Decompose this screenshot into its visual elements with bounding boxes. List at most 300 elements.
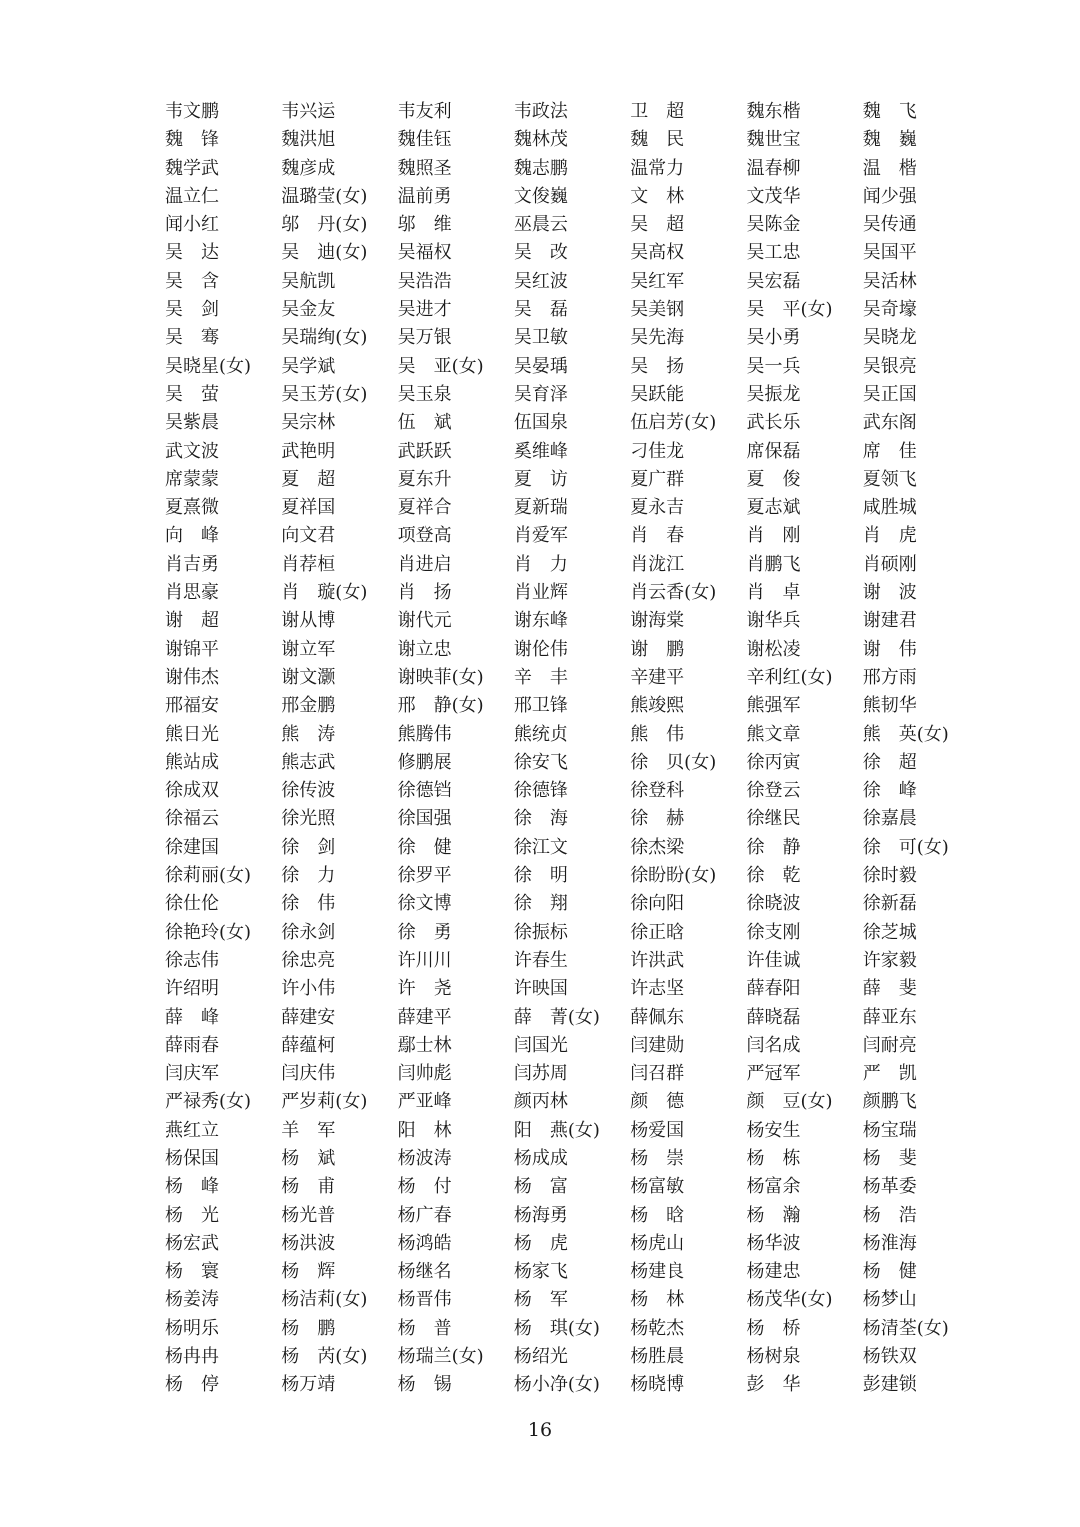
name-entry: 肖吉勇: [165, 553, 219, 575]
name-entry: 徐国强: [397, 808, 452, 830]
name-entry: 杨铁双: [862, 1346, 917, 1368]
name-entry: 夏熹微: [165, 497, 219, 519]
name-entry: 谢立忠: [397, 638, 452, 660]
name-entry: 杨 桥: [746, 1317, 801, 1339]
name-entry: 武跃跃: [397, 440, 452, 462]
name-entry: 许小伟: [281, 978, 336, 1000]
name-entry: 奚维峰: [513, 440, 568, 462]
name-entry: 杨富余: [746, 1176, 801, 1198]
name-entry: 魏洪旭: [281, 129, 336, 151]
name-entry: 杨广春: [397, 1204, 452, 1226]
name-entry: 阳 燕(女): [513, 1119, 600, 1141]
name-entry: 吴红军: [630, 270, 685, 292]
name-entry: 谢立军: [281, 638, 336, 660]
name-entry: 徐向阳: [630, 893, 685, 915]
name-entry: 吴银亮: [862, 355, 917, 377]
name-entry: 徐正晗: [630, 921, 685, 943]
name-entry: 邢方雨: [862, 666, 917, 688]
name-entry: 文俊巍: [513, 185, 568, 207]
name-entry: 杨建忠: [746, 1261, 801, 1283]
name-entry: 刁佳龙: [630, 440, 685, 462]
name-entry: 杨 辉: [281, 1261, 336, 1283]
page-number: 16: [527, 1419, 553, 1441]
name-entry: 薛春阳: [746, 978, 801, 1000]
name-entry: 肖 卓: [746, 582, 801, 604]
name-entry: 彭建锁: [862, 1374, 917, 1396]
name-entry: 杨 晗: [630, 1204, 685, 1226]
name-entry: 闫耐亮: [862, 1034, 917, 1056]
name-entry: 严岁莉(女): [281, 1091, 368, 1113]
name-entry: 谢 超: [165, 610, 219, 632]
name-entry: 熊文章: [746, 723, 801, 745]
name-entry: 谢海棠: [630, 610, 685, 632]
name-entry: 徐成双: [165, 780, 219, 802]
name-entry: 吴传通: [862, 214, 917, 236]
name-entry: 杨 栋: [746, 1147, 801, 1169]
name-entry: 杨清荃(女): [862, 1317, 949, 1339]
name-entry: 许洪武: [630, 949, 685, 971]
name-entry: 许 尧: [397, 978, 452, 1000]
name-entry: 向文君: [281, 525, 336, 547]
name-entry: 薛佩东: [630, 1006, 685, 1028]
name-entry: 夏祥合: [397, 497, 452, 519]
name-entry: 杨海勇: [513, 1204, 568, 1226]
name-entry: 羊 军: [281, 1119, 336, 1141]
name-entry: 杨爱国: [630, 1119, 685, 1141]
name-entry: 薛亚东: [862, 1006, 917, 1028]
name-entry: 吴 改: [513, 242, 568, 264]
name-entry: 熊 英(女): [862, 723, 949, 745]
name-entry: 徐 剑: [281, 836, 336, 858]
name-entry: 徐德锋: [513, 780, 568, 802]
name-entry: 韦友利: [397, 101, 452, 122]
name-entry: 徐罗平: [397, 865, 452, 887]
name-entry: 杨树泉: [746, 1346, 801, 1368]
name-entry: 薛 菁(女): [513, 1006, 600, 1028]
name-entry: 杨 琪(女): [513, 1317, 600, 1339]
name-entry: 谢映菲(女): [397, 666, 484, 688]
name-entry: 杨宝瑞: [862, 1119, 917, 1141]
name-entry: 徐 可(女): [862, 836, 949, 858]
name-entry: 谢 波: [862, 582, 917, 604]
name-entry: 温 楷: [862, 157, 917, 179]
name-entry: 吴晓星(女): [165, 355, 252, 377]
name-entry: 夏志斌: [746, 497, 801, 519]
name-entry: 杨 浩: [862, 1204, 917, 1226]
name-entry: 肖泷江: [630, 553, 685, 575]
name-entry: 谢 伟: [862, 638, 917, 660]
name-entry: 杨虎山: [630, 1232, 685, 1254]
name-entry: 吴正国: [862, 383, 917, 405]
name-entry: 徐福云: [165, 808, 219, 830]
name-entry: 严亚峰: [397, 1091, 452, 1113]
name-entry: 吴 骞: [165, 327, 219, 349]
name-entry: 吴小勇: [746, 327, 801, 349]
name-entry: 吴 扬: [630, 355, 685, 377]
name-entry: 夏东升: [397, 468, 452, 490]
name-entry: 谢锦平: [165, 638, 219, 660]
name-entry: 谢 鹏: [630, 638, 685, 660]
name-entry: 燕红立: [165, 1119, 219, 1141]
name-entry: 杨 斌: [281, 1147, 336, 1169]
name-entry: 徐莉丽(女): [165, 865, 252, 887]
name-entry: 杨 寰: [165, 1261, 219, 1283]
name-entry: 杨 峰: [165, 1176, 219, 1198]
name-entry: 吴 剑: [165, 299, 219, 321]
name-entry: 颜丙林: [513, 1091, 568, 1113]
name-entry: 吴进才: [397, 299, 452, 321]
name-entry: 徐支刚: [746, 921, 801, 943]
name-entry: 辛利红(女): [746, 666, 833, 688]
name-entry: 肖爱军: [513, 525, 568, 547]
name-entry: 熊腾伟: [397, 723, 452, 745]
name-entry: 徐登云: [746, 780, 801, 802]
name-entry: 谢文灏: [281, 666, 336, 688]
name-entry: 谢华兵: [746, 610, 801, 632]
name-entry: 熊 伟: [630, 723, 685, 745]
name-entry: 邬 维: [397, 214, 452, 236]
name-entry: 徐 乾: [746, 865, 801, 887]
name-entry: 徐仕伦: [165, 893, 219, 915]
name-entry: 伍启芳(女): [630, 412, 717, 434]
name-entry: 闫召群: [630, 1063, 685, 1085]
name-entry: 杨瑞兰(女): [397, 1346, 484, 1368]
name-entry: 杨 斐: [862, 1147, 917, 1169]
name-entry: 熊 涛: [281, 723, 336, 745]
name-entry: 徐永剑: [281, 921, 336, 943]
name-entry: 韦文鹏: [165, 101, 219, 122]
name-entry: 严 凯: [862, 1063, 917, 1085]
name-entry: 夏 超: [281, 468, 336, 490]
name-entry: 席蒙蒙: [165, 468, 219, 490]
name-entry: 杨家飞: [513, 1261, 568, 1283]
name-entry: 杨 崇: [630, 1147, 685, 1169]
name-entry: 文 林: [630, 185, 685, 207]
name-entry: 吴玉芳(女): [281, 383, 368, 405]
name-entry: 吴晓龙: [862, 327, 917, 349]
name-entry: 吴陈金: [746, 214, 801, 236]
name-entry: 熊日光: [165, 723, 219, 745]
name-entry: 许映国: [513, 978, 568, 1000]
name-entry: 吴金友: [281, 299, 336, 321]
name-entry: 徐嘉晨: [862, 808, 917, 830]
name-entry: 魏 飞: [862, 101, 917, 122]
name-entry: 杨 普: [397, 1317, 452, 1339]
name-entry: 徐 峰: [862, 780, 917, 802]
name-entry: 魏彦成: [281, 157, 336, 179]
name-entry: 武长乐: [746, 412, 801, 434]
name-entry: 吴 磊: [513, 299, 568, 321]
name-entry: 杨华波: [746, 1232, 801, 1254]
name-entry: 韦政法: [513, 101, 568, 122]
name-entry: 魏 巍: [862, 129, 917, 151]
name-entry: 许佳诚: [746, 949, 801, 971]
name-entry: 杨保国: [165, 1147, 219, 1169]
name-entry: 邬 丹(女): [281, 214, 368, 236]
name-entry: 肖 力: [513, 553, 568, 575]
name-entry: 徐光照: [281, 808, 336, 830]
name-entry: 吴先海: [630, 327, 685, 349]
name-entry: 杨晋伟: [397, 1289, 452, 1311]
name-entry: 杨小净(女): [513, 1374, 600, 1396]
name-entry: 杨富敏: [630, 1176, 685, 1198]
name-entry: 徐艳玲(女): [165, 921, 252, 943]
name-entry: 韦兴运: [281, 101, 336, 122]
name-entry: 向 峰: [165, 525, 219, 547]
name-entry: 杨建良: [630, 1261, 685, 1283]
name-entry: 徐振标: [513, 921, 568, 943]
name-entry: 温立仁: [165, 185, 219, 207]
name-entry: 杨宏武: [165, 1232, 219, 1254]
name-entry: 吴浩浩: [397, 270, 452, 292]
name-entry: 杨绍光: [513, 1346, 568, 1368]
name-entry: 席 佳: [862, 440, 917, 462]
name-entry: 杨 军: [513, 1289, 568, 1311]
name-entry: 谢代元: [397, 610, 452, 632]
name-entry: 徐登科: [630, 780, 685, 802]
name-entry: 魏佳钰: [397, 129, 452, 151]
name-entry: 闫名成: [746, 1034, 801, 1056]
name-entry: 邢 静(女): [397, 695, 484, 717]
name-entry: 杨革委: [862, 1176, 917, 1198]
name-entry: 修鹏展: [397, 751, 452, 773]
name-entry: 杨洁莉(女): [281, 1289, 368, 1311]
name-entry: 颜 豆(女): [746, 1091, 833, 1113]
name-entry: 吴玉泉: [397, 383, 452, 405]
name-entry: 彭 华: [746, 1374, 801, 1396]
name-entry: 鄢士林: [397, 1034, 452, 1056]
name-entry: 魏志鹏: [513, 157, 568, 179]
name-entry: 吴航凯: [281, 270, 336, 292]
name-entry: 徐文博: [397, 893, 452, 915]
name-entry: 徐德铛: [397, 780, 452, 802]
name-entry: 谢松凌: [746, 638, 801, 660]
name-entry: 文茂华: [746, 185, 801, 207]
name-entry: 肖 虎: [862, 525, 917, 547]
name-entry: 薛 斐: [862, 978, 917, 1000]
name-entry: 吴 含: [165, 270, 219, 292]
name-entry: 徐新磊: [862, 893, 917, 915]
name-entry: 徐 翔: [513, 893, 568, 915]
name-entry: 杨 林: [630, 1289, 685, 1311]
name-entry: 杨 停: [165, 1374, 219, 1396]
name-entry: 吴奇壕: [862, 299, 917, 321]
name-entry: 杨 甫: [281, 1176, 336, 1198]
name-entry: 薛雨春: [165, 1034, 219, 1056]
name-entry: 邢卫锋: [513, 695, 568, 717]
name-entry: 熊强军: [746, 695, 801, 717]
name-entry: 肖鹏飞: [746, 553, 801, 575]
name-entry: 巫晨云: [513, 214, 568, 236]
name-entry: 肖荐桓: [281, 553, 336, 575]
name-entry: 徐 贝(女): [630, 751, 717, 773]
name-entry: 温春柳: [746, 157, 801, 179]
name-entry: 杨明乐: [165, 1317, 219, 1339]
name-entry: 薛建平: [397, 1006, 452, 1028]
name-entry: 杨晓博: [630, 1374, 685, 1396]
name-entry: 夏永吉: [630, 497, 685, 519]
name-entry: 熊志武: [281, 751, 336, 773]
name-entry: 肖 春: [630, 525, 685, 547]
name-entry: 谢建君: [862, 610, 917, 632]
name-entry: 温常力: [630, 157, 685, 179]
name-entry: 徐 健: [397, 836, 452, 858]
name-entry: 徐晓波: [746, 893, 801, 915]
name-entry: 杨 锡: [397, 1374, 452, 1396]
name-entry: 徐继民: [746, 808, 801, 830]
name-entry: 杨成成: [513, 1147, 568, 1169]
name-entry: 夏领飞: [862, 468, 917, 490]
name-entry: 吴国平: [862, 242, 917, 264]
name-entry: 魏 锋: [165, 129, 219, 151]
name-entry: 杨洪波: [281, 1232, 336, 1254]
name-entry: 吴育泽: [513, 383, 568, 405]
name-entry: 吴振龙: [746, 383, 801, 405]
name-entry: 徐 力: [281, 865, 336, 887]
name-entry: 徐丙寅: [746, 751, 801, 773]
name-entry: 徐 勇: [397, 921, 452, 943]
name-entry: 薛蕴柯: [281, 1034, 336, 1056]
name-entry: 夏新瑞: [513, 497, 568, 519]
name-entry: 徐传波: [281, 780, 336, 802]
name-entry: 杨淮海: [862, 1232, 917, 1254]
name-entry: 吴瑞绚(女): [281, 327, 368, 349]
name-entry: 夏祥国: [281, 497, 336, 519]
name-entry: 辛 丰: [513, 666, 568, 688]
name-entry: 夏 访: [513, 468, 568, 490]
name-entry: 杨梦山: [862, 1289, 917, 1311]
name-entry: 熊韧华: [862, 695, 917, 717]
name-entry: 闫建勋: [630, 1034, 685, 1056]
name-entry: 闫苏周: [513, 1063, 568, 1085]
name-entry: 吴紫晨: [165, 412, 219, 434]
name-entry: 徐江文: [513, 836, 568, 858]
name-entry: 吴一兵: [746, 355, 801, 377]
name-entry: 杨 光: [165, 1204, 219, 1226]
name-entry: 夏 俊: [746, 468, 801, 490]
name-entry: 徐 伟: [281, 893, 336, 915]
name-entry: 徐 赫: [630, 808, 685, 830]
name-entry: 魏世宝: [746, 129, 801, 151]
name-entry: 杨 健: [862, 1261, 917, 1283]
name-entry: 卫 超: [630, 101, 685, 122]
name-entry: 吴美钢: [630, 299, 685, 321]
name-entry: 肖硕刚: [862, 553, 917, 575]
name-entry: 温璐莹(女): [281, 185, 368, 207]
name-entry: 伍国泉: [513, 412, 568, 434]
name-entry: 吴 迪(女): [281, 242, 368, 264]
name-entry: 吴宏磊: [746, 270, 801, 292]
name-entry: 许春生: [513, 949, 568, 971]
name-entry: 严冠军: [746, 1063, 801, 1085]
name-entry: 邢福安: [165, 695, 219, 717]
name-entry: 杨光普: [281, 1204, 336, 1226]
name-entry: 魏东楷: [746, 101, 801, 122]
name-entry: 温前勇: [397, 185, 452, 207]
name-entry: 席保磊: [746, 440, 801, 462]
name-entry: 吴高权: [630, 242, 685, 264]
name-entry: 项登高: [397, 525, 452, 547]
name-entry: 颜鹏飞: [862, 1091, 917, 1113]
name-entry: 谢伦伟: [513, 638, 568, 660]
name-entry: 武东阁: [862, 412, 917, 434]
name-entry: 魏 民: [630, 129, 685, 151]
name-entry: 肖 璇(女): [281, 582, 368, 604]
name-entry: 谢伟杰: [165, 666, 219, 688]
name-entry: 杨胜晨: [630, 1346, 685, 1368]
name-entry: 杨乾杰: [630, 1317, 685, 1339]
name-entry: 杨茂华(女): [746, 1289, 833, 1311]
name-entry: 杨 芮(女): [281, 1346, 368, 1368]
name-entry: 杨 瀚: [746, 1204, 801, 1226]
name-entry: 闻小红: [165, 214, 219, 236]
name-entry: 闫庆军: [165, 1063, 219, 1085]
name-entry: 徐盼盼(女): [630, 865, 717, 887]
name-entry: 杨万靖: [281, 1374, 336, 1396]
name-entry: 杨波涛: [397, 1147, 452, 1169]
name-entry: 谢从博: [281, 610, 336, 632]
name-entry: 熊竣熙: [630, 695, 685, 717]
name-entry: 吴工忠: [746, 242, 801, 264]
name-entry: 武文波: [165, 440, 219, 462]
name-entry: 徐 海: [513, 808, 568, 830]
name-entry: 魏林茂: [513, 129, 568, 151]
name-entry: 徐时毅: [862, 865, 917, 887]
name-entry: 吴卫敏: [513, 327, 568, 349]
name-entry: 徐杰梁: [630, 836, 685, 858]
name-entry: 薛建安: [281, 1006, 336, 1028]
name-entry: 肖云香(女): [630, 582, 717, 604]
name-entry: 吴红波: [513, 270, 568, 292]
name-entry: 肖业辉: [513, 582, 568, 604]
name-entry: 肖进启: [397, 553, 452, 575]
name-entry: 徐安飞: [513, 751, 568, 773]
name-entry: 伍 斌: [397, 412, 452, 434]
name-entry: 许志坚: [630, 978, 685, 1000]
name-entry: 肖 扬: [397, 582, 452, 604]
name-entry: 薛 峰: [165, 1006, 219, 1028]
name-entry: 徐忠亮: [281, 949, 336, 971]
name-entry: 杨鸿皓: [397, 1232, 452, 1254]
name-entry: 辛建平: [630, 666, 685, 688]
name-entry: 徐志伟: [165, 949, 219, 971]
name-entry: 杨 鹏: [281, 1317, 336, 1339]
name-entry: 武艳明: [281, 440, 336, 462]
name-entry: 阳 林: [397, 1119, 452, 1141]
name-entry: 许绍明: [165, 978, 219, 1000]
name-entry: 颜 德: [630, 1091, 685, 1113]
name-entry: 吴 平(女): [746, 299, 833, 321]
name-entry: 谢东峰: [513, 610, 568, 632]
name-entry: 吴万银: [397, 327, 452, 349]
name-entry: 肖思豪: [165, 582, 219, 604]
name-entry: 吴宗林: [281, 412, 336, 434]
name-entry: 徐芝城: [862, 921, 917, 943]
name-entry: 夏广群: [630, 468, 685, 490]
name-entry: 吴 萤: [165, 383, 219, 405]
name-entry: 闫庆伟: [281, 1063, 336, 1085]
name-entry: 杨 付: [397, 1176, 452, 1198]
name-entry: 吴晏瑀: [513, 355, 568, 377]
name-entry: 徐 静: [746, 836, 801, 858]
name-entry: 徐 明: [513, 865, 568, 887]
name-entry: 薛晓磊: [746, 1006, 801, 1028]
name-entry: 吴福权: [397, 242, 452, 264]
name-entry: 杨 虎: [513, 1232, 568, 1254]
name-list-grid: [165, 98, 985, 1400]
name-entry: 许川川: [397, 949, 452, 971]
name-entry: 吴跃能: [630, 383, 685, 405]
